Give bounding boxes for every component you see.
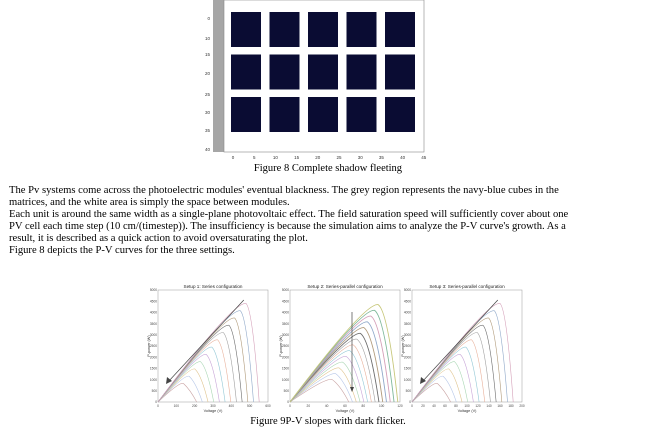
x-tick-label: 60 <box>343 404 347 408</box>
y-tick-label: 3000 <box>281 333 289 337</box>
panel-title: Setup 1: Series configuration <box>183 284 243 289</box>
x-tick-label: 160 <box>497 404 503 408</box>
y-tick-label: 25 <box>204 92 210 97</box>
y-tick-label: 40 <box>204 147 210 152</box>
x-tick-label: 30 <box>357 155 363 160</box>
x-axis-label: Voltage (V) <box>203 409 223 413</box>
x-tick-label: 40 <box>432 404 436 408</box>
y-tick-label: 1000 <box>281 377 289 382</box>
y-tick-label: 3000 <box>149 333 157 337</box>
panel-frame <box>412 290 522 402</box>
y-tick-label: 3500 <box>281 321 289 326</box>
x-tick-label: 20 <box>315 155 321 160</box>
y-tick-label: 3000 <box>403 333 411 337</box>
y-tick-label: 500 <box>151 389 157 393</box>
y-tick-label: 2000 <box>403 355 411 360</box>
figure-9-pv-curves <box>140 282 525 414</box>
x-tick-label: 0 <box>289 404 291 408</box>
x-tick-label: 35 <box>378 155 384 160</box>
y-tick-label: 500 <box>283 389 289 393</box>
pv-module-r3-c4 <box>347 97 377 132</box>
pv-module-r1-c4 <box>347 12 377 47</box>
shaded-border-strip <box>213 0 224 152</box>
x-tick-label: 120 <box>397 404 403 408</box>
y-tick-label: 5000 <box>281 288 289 293</box>
y-tick-label: 2000 <box>149 355 157 360</box>
body-line: PV cell each time step (10 cm/(timestep)). The insufficiency is because the simulation aims to analyze the P-V curve's growth. As a <box>9 221 566 232</box>
x-tick-label: 25 <box>336 155 342 160</box>
pv-panel-2 <box>279 284 403 413</box>
body-line: Figure 8 depicts the P-V curves for the three settings. <box>9 245 235 256</box>
panel-title: Setup 3: Series-parallel configuration <box>429 284 505 289</box>
y-tick-label: 1000 <box>403 377 411 382</box>
y-tick-label: 0 <box>287 400 289 405</box>
pv-module-r3-c1 <box>231 97 261 132</box>
y-tick-label: 0 <box>207 16 210 21</box>
x-tick-label: 140 <box>486 404 492 408</box>
panel-frame <box>158 290 268 402</box>
body-line: Each unit is around the same width as a single-plane photovoltaic effect. The field saturation speed will sufficiently cover about one <box>9 209 569 220</box>
y-tick-label: 3500 <box>149 321 157 326</box>
y-tick-label: 4500 <box>149 299 157 304</box>
figure-9-caption: Figure 9P-V slopes with dark flicker. <box>250 416 406 427</box>
y-tick-label: 4500 <box>281 299 289 304</box>
pv-module-r1-c5 <box>385 12 415 47</box>
x-tick-label: 200 <box>519 404 525 408</box>
y-axis-label: P-power (W) <box>147 335 151 357</box>
x-tick-label: 400 <box>228 404 234 408</box>
x-axis-label: Voltage (V) <box>457 409 477 413</box>
x-tick-label: 180 <box>508 404 514 408</box>
pv-module-r1-c3 <box>308 12 338 47</box>
x-tick-label: 20 <box>306 404 311 408</box>
x-tick-label: 100 <box>173 404 179 408</box>
figure-8-shading-grid <box>200 0 440 160</box>
pv-panel-3 <box>401 284 525 413</box>
pv-module-r3-c5 <box>385 97 415 132</box>
x-tick-label: 300 <box>210 404 216 408</box>
y-tick-label: 4000 <box>403 310 411 315</box>
x-tick-label: 0 <box>231 155 235 160</box>
x-tick-label: 40 <box>400 155 406 160</box>
x-tick-label: 80 <box>454 404 458 408</box>
pv-module-r1-c1 <box>231 12 261 47</box>
x-tick-label: 0 <box>411 404 413 408</box>
figure-8-caption: Figure 8 Complete shadow fleeting <box>253 163 403 174</box>
y-tick-label: 0 <box>409 400 411 405</box>
pv-module-r3-c3 <box>308 97 338 132</box>
x-axis-label: Voltage (V) <box>335 409 355 413</box>
y-tick-label: 0 <box>155 400 157 405</box>
body-line: matrices, and the white area is simply the space between modules. <box>9 197 290 208</box>
y-tick-label: 4000 <box>281 310 289 315</box>
y-axis-label: P-power (W) <box>279 335 283 357</box>
y-tick-label: 4000 <box>149 310 157 315</box>
y-tick-label: 10 <box>204 36 210 41</box>
pv-module-r1-c2 <box>270 12 300 47</box>
y-tick-label: 3500 <box>403 321 411 326</box>
x-tick-label: 60 <box>443 404 447 408</box>
y-tick-label: 500 <box>405 389 411 393</box>
pv-module-r2-c1 <box>231 55 261 90</box>
pv-module-r2-c2 <box>270 55 300 90</box>
y-tick-label: 2000 <box>281 355 289 360</box>
x-tick-label: 10 <box>272 155 278 160</box>
y-tick-label: 30 <box>204 110 210 115</box>
y-tick-label: 35 <box>204 128 210 133</box>
y-tick-label: 2500 <box>403 344 411 349</box>
x-tick-label: 80 <box>361 404 366 408</box>
pv-panel-1 <box>147 284 271 413</box>
x-tick-label: 20 <box>421 404 425 408</box>
y-tick-label: 2500 <box>149 344 157 349</box>
x-tick-label: 100 <box>379 404 385 408</box>
x-tick-label: 40 <box>324 404 329 408</box>
y-tick-label: 5000 <box>403 288 411 293</box>
panel-title: Setup 2: Series-parallel configuration <box>307 284 383 289</box>
x-tick-label: 120 <box>475 404 481 408</box>
y-axis-label: P-power (W) <box>401 335 405 357</box>
y-tick-label: 1500 <box>281 366 289 371</box>
pv-module-r2-c5 <box>385 55 415 90</box>
x-tick-label: 100 <box>464 404 470 408</box>
body-line: result, it is described as a quick action to avoid oversaturating the plot. <box>9 233 308 244</box>
x-tick-label: 15 <box>294 155 300 160</box>
y-tick-label: 1000 <box>149 377 157 382</box>
x-tick-label: 200 <box>192 404 198 408</box>
y-tick-label: 1500 <box>403 366 411 371</box>
y-tick-label: 20 <box>204 71 210 76</box>
y-tick-label: 4500 <box>403 299 411 304</box>
x-tick-label: 600 <box>265 404 271 408</box>
y-tick-label: 1500 <box>149 366 157 371</box>
x-tick-label: 5 <box>252 155 256 160</box>
y-tick-label: 2500 <box>281 344 289 349</box>
x-tick-label: 45 <box>421 155 427 160</box>
pv-module-r2-c3 <box>308 55 338 90</box>
body-line: The Pv systems come across the photoelectric modules' eventual blackness. The grey region represents the navy-blue cubes in the <box>9 185 559 196</box>
x-tick-label: 500 <box>247 404 253 408</box>
y-tick-label: 5000 <box>149 288 157 293</box>
y-tick-label: 15 <box>204 52 210 57</box>
x-tick-label: 0 <box>157 404 159 408</box>
pv-module-r2-c4 <box>347 55 377 90</box>
pv-module-r3-c2 <box>270 97 300 132</box>
